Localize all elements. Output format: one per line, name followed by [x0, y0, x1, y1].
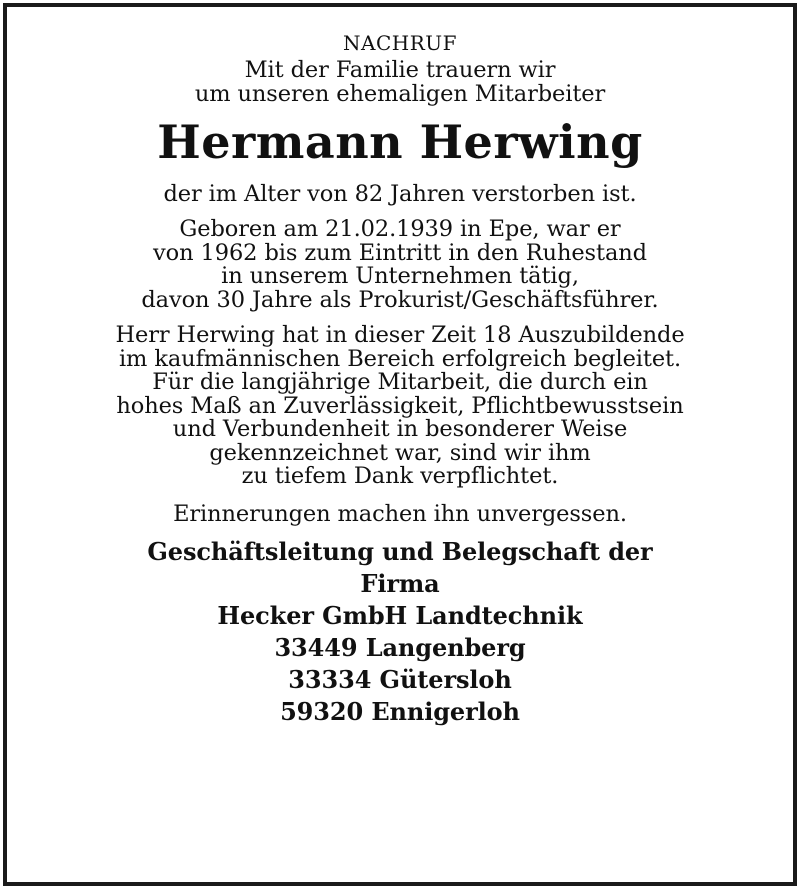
tribute-text [0, 324, 800, 489]
intro-text [0, 58, 800, 106]
notice-heading: NACHRUF [343, 31, 457, 55]
deceased-name: Hermann Herwing [157, 115, 643, 169]
tribute-line: Herr Herwing hat in dieser Zeit 18 Auszubildende [115, 322, 685, 348]
signoff-block [0, 536, 800, 728]
biography-line: Geboren am 21.02.1939 in Epe, war er [179, 216, 621, 242]
company-location: 33334 Gütersloh [288, 664, 512, 694]
biography-line: in unserem Unternehmen tätig, [221, 263, 579, 289]
tribute-line: zu tiefem Dank verpflichtet. [241, 463, 559, 489]
signoff-line: Firma [360, 568, 440, 598]
company-location: 59320 Ennigerloh [280, 696, 520, 726]
intro-line: um unseren ehemaligen Mitarbeiter [194, 81, 606, 107]
biography-text [0, 218, 800, 312]
tribute-line: Für die langjährige Mitarbeit, die durch ein [152, 369, 648, 395]
tribute-line: gekennzeichnet war, sind wir ihm [209, 439, 591, 466]
company-location: 33449 Langenberg [274, 632, 526, 662]
memory-line: Erinnerungen machen ihn unvergessen. [173, 500, 627, 527]
tribute-line: hohes Maß an Zuverlässigkeit, Pflichtbewusstsein [116, 392, 684, 419]
age-line: der im Alter von 82 Jahren verstorben ist. [163, 181, 637, 207]
intro-line: Mit der Familie trauern wir [244, 57, 556, 83]
company-name: Hecker GmbH Landtechnik [217, 600, 583, 630]
biography-line: davon 30 Jahre als Prokurist/Geschäftsführer. [141, 286, 659, 313]
tribute-line: im kaufmännischen Bereich erfolgreich begleitet. [118, 345, 682, 372]
signoff-line: Geschäftsleitung und Belegschaft der [147, 536, 653, 566]
tribute-line: und Verbundenheit in besonderer Weise [172, 416, 628, 442]
biography-line: von 1962 bis zum Eintritt in den Ruhestand [153, 239, 647, 266]
